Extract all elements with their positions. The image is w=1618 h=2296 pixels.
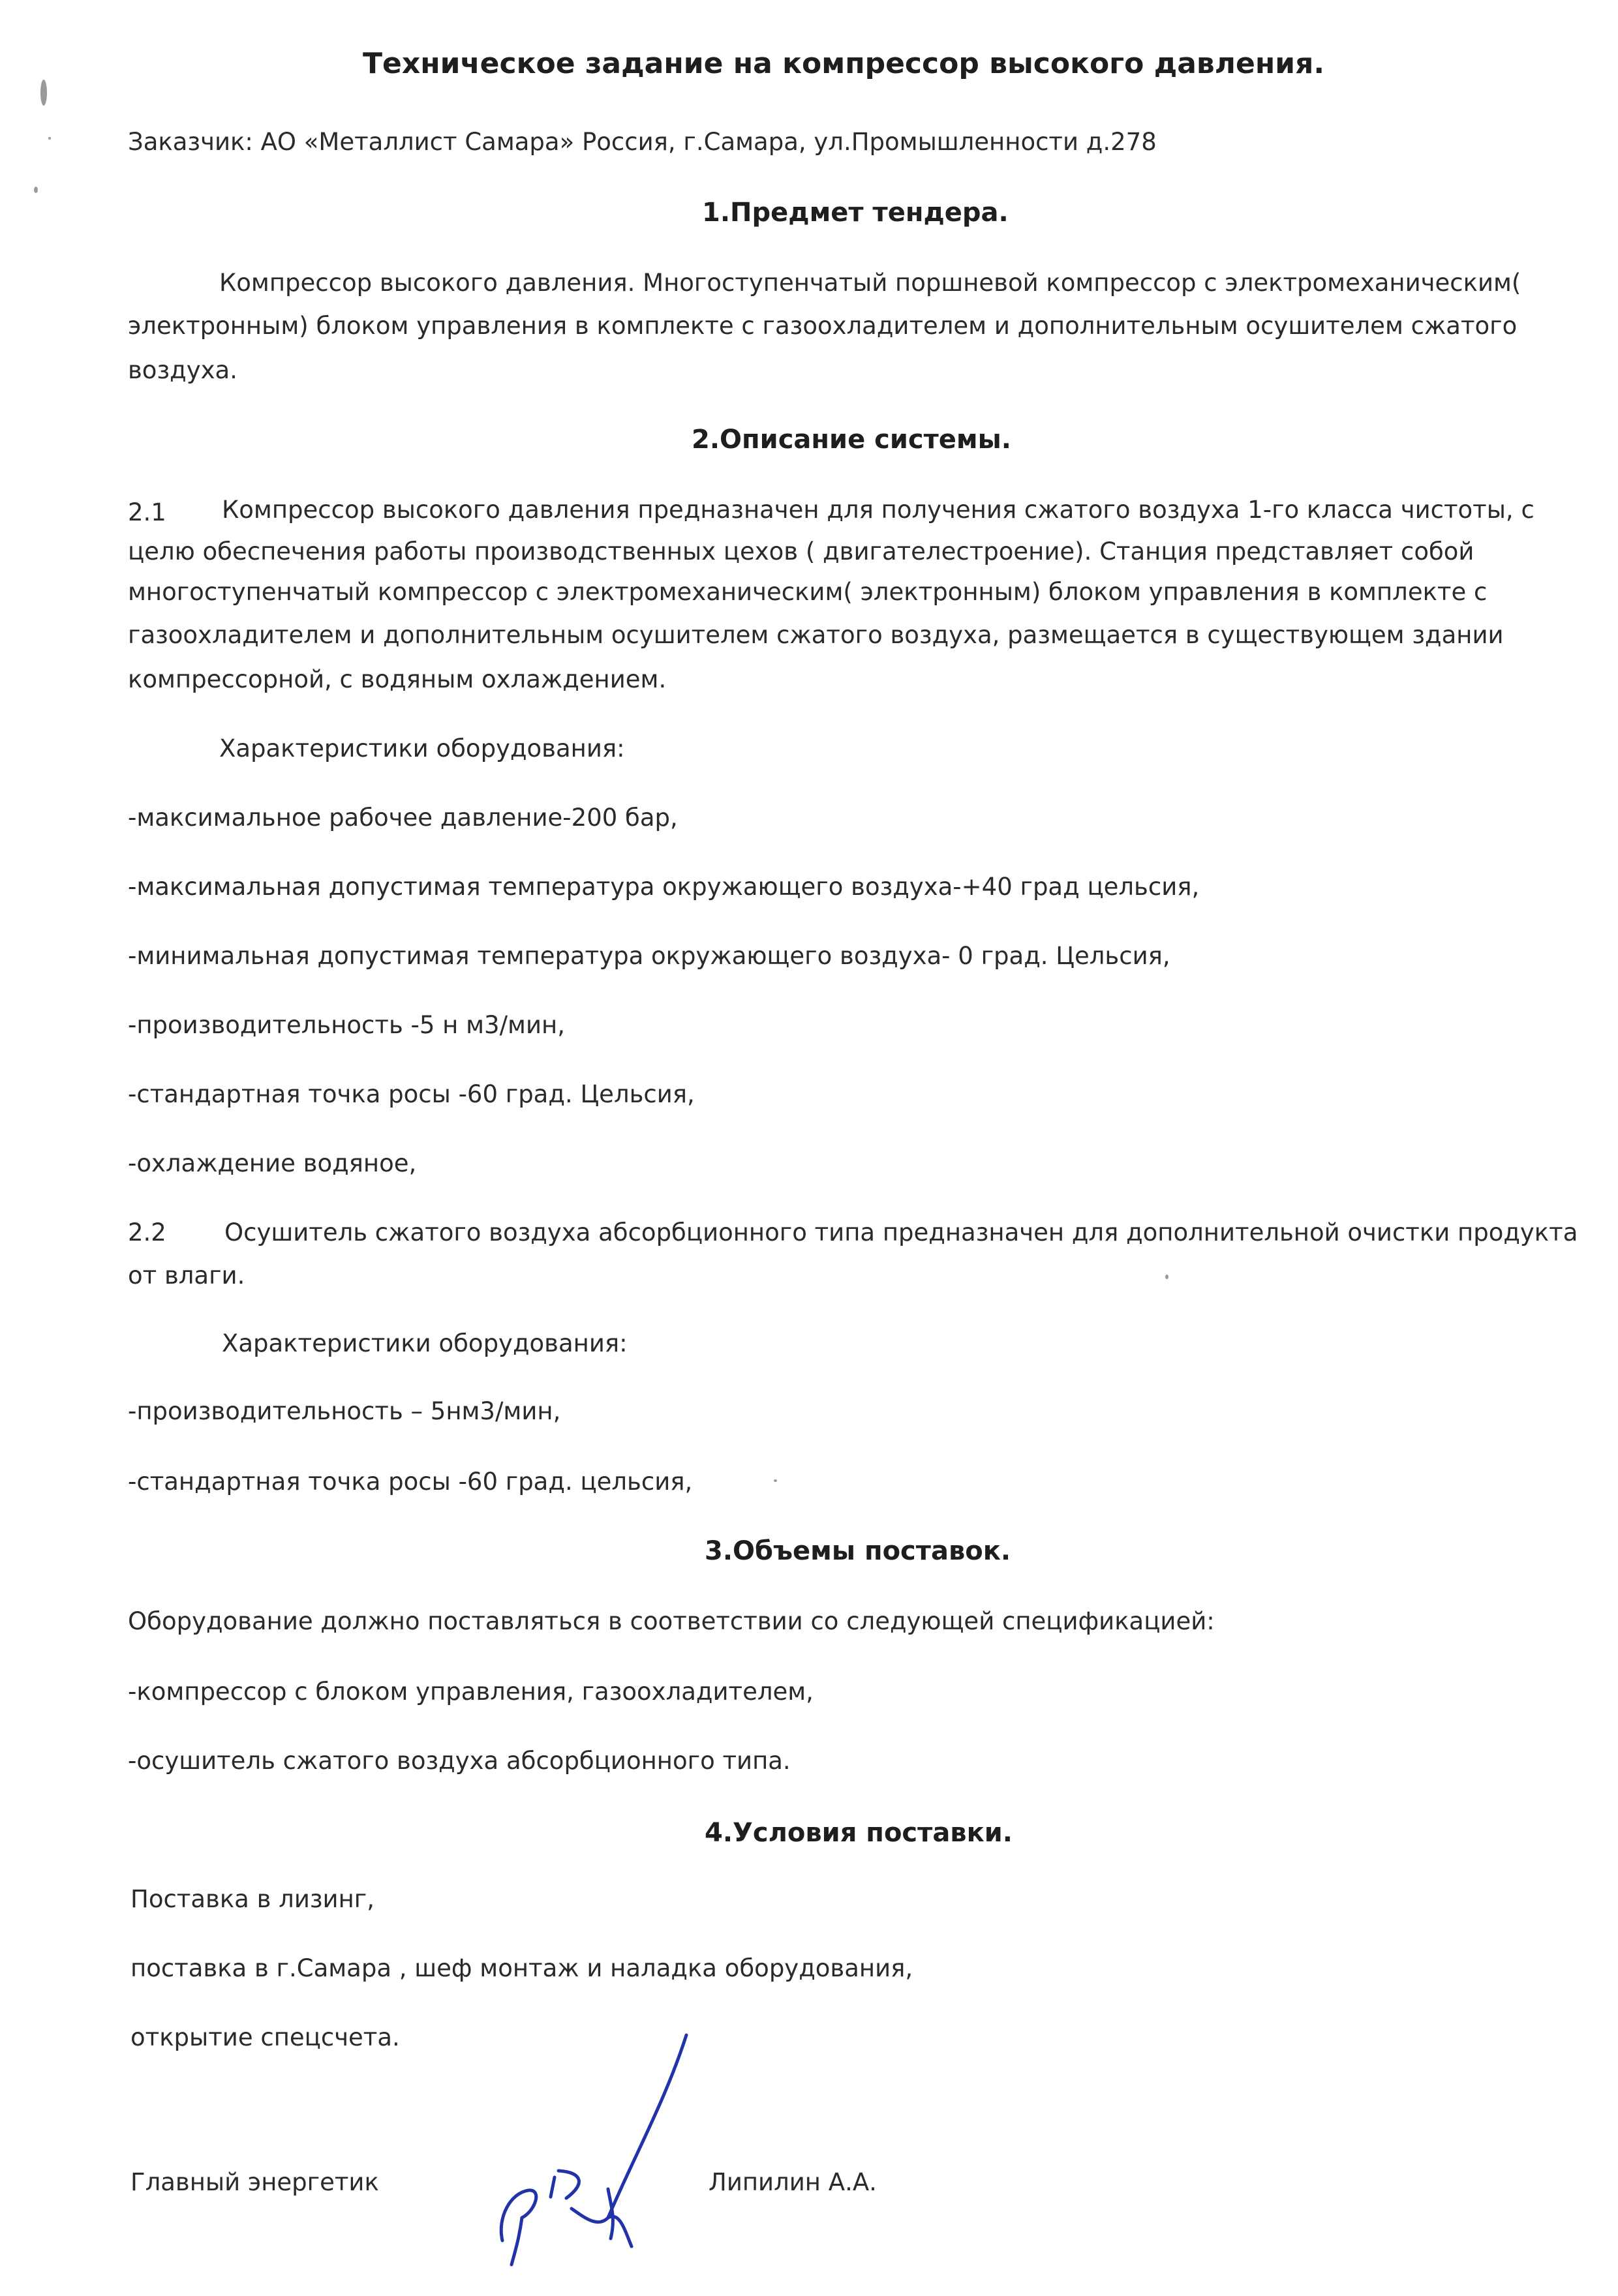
signatory-position: Главный энергетик <box>130 2168 379 2196</box>
customer-line: Заказчик: АО «Металлист Самара» Россия, г.Самара, ул.Промышленности д.278 <box>128 128 1157 156</box>
section3-heading: 3.Объемы поставок. <box>705 1536 1011 1566</box>
supply-item: -компрессор с блоком управления, газоохладителем, <box>128 1678 814 1706</box>
section1-line: воздуха. <box>128 356 237 384</box>
paragraph-2-2-line: Осушитель сжатого воздуха абсорбционного типа предназначен для дополнительной очистки продукта <box>224 1218 1578 1246</box>
condition-item: поставка в г.Самара , шеф монтаж и наладка оборудования, <box>130 1954 913 1982</box>
section1-heading: 1.Предмет тендера. <box>702 198 1009 228</box>
scan-speck <box>40 80 47 106</box>
handwritten-signature <box>457 2022 731 2270</box>
characteristic-item: -производительность – 5нм3/мин, <box>128 1397 561 1425</box>
paragraph-2-1-line: газоохладителем и дополнительным осушителем сжатого воздуха, размещается в существующем здании <box>128 621 1504 649</box>
paragraph-number-2-1: 2.1 <box>128 498 166 526</box>
characteristic-item: -производительность -5 н м3/мин, <box>128 1011 565 1039</box>
characteristics-heading: Характеристики оборудования: <box>219 734 625 763</box>
signatory-name: Липилин А.А. <box>709 2168 877 2196</box>
characteristic-item: -максимальное рабочее давление-200 бар, <box>128 804 678 832</box>
paragraph-2-1-line: многоступенчатый компрессор с электромеханическим( электронным) блоком управления в комплекте с <box>128 578 1488 606</box>
section4-heading: 4.Условия поставки. <box>705 1818 1013 1848</box>
section1-line: электронным) блоком управления в комплекте с газоохладителем и дополнительным осушителем сжатого <box>128 312 1518 340</box>
section3-intro: Оборудование должно поставляться в соответствии со следующей спецификацией: <box>128 1607 1215 1635</box>
document-title: Техническое задание на компрессор высокого давления. <box>363 47 1325 80</box>
paragraph-number-2-2: 2.2 <box>128 1218 166 1246</box>
scan-speck <box>34 187 38 193</box>
characteristic-item: -стандартная точка росы -60 град. цельсия, <box>128 1468 693 1496</box>
characteristic-item: -максимальная допустимая температура окружающего воздуха-+40 град цельсия, <box>128 873 1200 901</box>
scan-speck <box>48 137 51 140</box>
supply-item: -осушитель сжатого воздуха абсорбционного типа. <box>128 1747 791 1775</box>
paragraph-2-2-line: от влаги. <box>128 1261 245 1290</box>
scan-speck <box>774 1479 777 1482</box>
condition-item: открытие спецсчета. <box>130 2023 400 2051</box>
characteristics-heading: Характеристики оборудования: <box>222 1329 628 1357</box>
scan-speck <box>1165 1275 1168 1279</box>
characteristic-item: -охлаждение водяное, <box>128 1149 417 1177</box>
section2-heading: 2.Описание системы. <box>692 425 1011 455</box>
section1-line: Компрессор высокого давления. Многоступенчатый поршневой компрессор с электромеханическим( <box>219 269 1521 297</box>
characteristic-item: -минимальная допустимая температура окружающего воздуха- 0 град. Цельсия, <box>128 942 1170 970</box>
paragraph-2-1-line: целю обеспечения работы производственных цехов ( двигателестроение). Станция представляет собой <box>128 537 1474 566</box>
paragraph-2-1-line: Компрессор высокого давления предназначен для получения сжатого воздуха 1-го класса чистоты, с <box>222 496 1534 524</box>
paragraph-2-1-line: компрессорной, с водяным охлаждением. <box>128 665 667 693</box>
characteristic-item: -стандартная точка росы -60 град. Цельсия, <box>128 1080 695 1108</box>
condition-item: Поставка в лизинг, <box>130 1885 374 1913</box>
